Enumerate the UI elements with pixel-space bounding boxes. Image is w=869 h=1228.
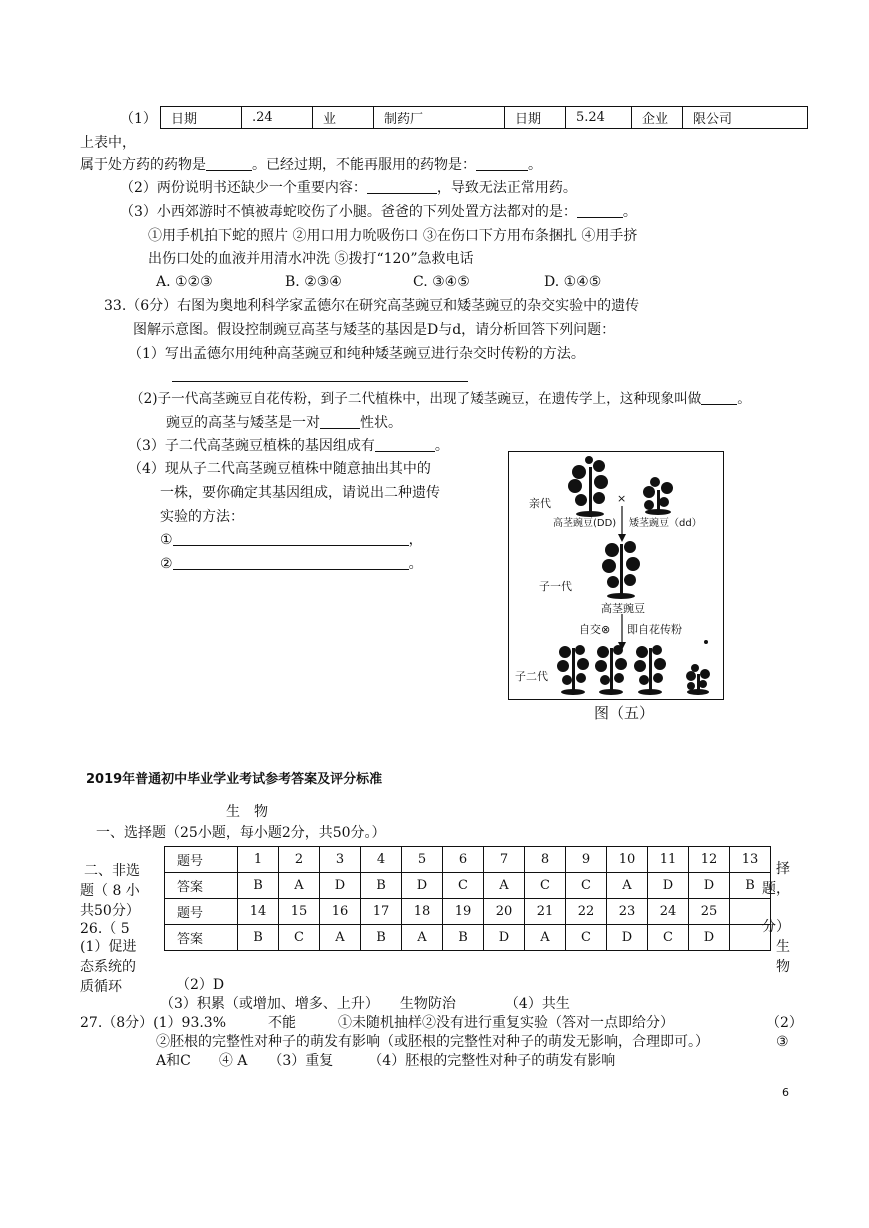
table-cell: 22 (566, 899, 607, 925)
table-cell: B (361, 925, 402, 951)
answer-26-2: （2）D (176, 977, 225, 993)
table-cell: 5.24 (566, 107, 632, 129)
q33-part3: （3）子二代高茎豌豆植株的基因组成有 。 (128, 438, 449, 454)
left-fragment-2: 题（ 8 小 (80, 883, 140, 899)
label-dwarf-parent: 矮茎豌豆（dd） (629, 518, 702, 529)
table-cell: A (607, 873, 648, 899)
table-cell: 答案 (165, 873, 238, 899)
table-cell: C (648, 925, 689, 951)
table-cell: 10 (607, 847, 648, 873)
table-cell: 6 (443, 847, 484, 873)
pea-plant-f2-3 (634, 645, 666, 695)
table-cell: D (689, 925, 730, 951)
q32-line2: 属于处方药的药物是 。已经过期，不能再服用的药物是： 。 (80, 157, 542, 173)
diagram-graphics (509, 452, 723, 699)
table-cell: 15 (279, 899, 320, 925)
q33-part4-1: （4）现从子二代高茎豌豆植株中随意抽出其中的 (128, 461, 431, 477)
table-cell: C (566, 925, 607, 951)
label-tall-parent: 高茎豌豆(DD) (553, 518, 617, 529)
table-cell: 制药厂 (374, 107, 505, 129)
table-cell: A (484, 873, 525, 899)
table-cell: 1 (238, 847, 279, 873)
answer-blank (577, 203, 623, 218)
q32-part3: （3）小西郊游时不慎被毒蛇咬伤了小腿。爸爸的下列处置方法都对的是： 。 (120, 204, 637, 220)
pea-plant-f2-dwarf (686, 640, 710, 695)
table-row (165, 847, 771, 873)
right-fragment-2: 题， (762, 881, 790, 897)
table-cell: 18 (402, 899, 443, 925)
table-cell: B (730, 873, 771, 899)
page-number: 6 (782, 1086, 789, 1099)
right-fragment-5: 物 (776, 959, 790, 975)
choice-c: C. ③④⑤ (413, 274, 470, 290)
table-cell: 4 (361, 847, 402, 873)
table-cell: 21 (525, 899, 566, 925)
table-cell: C (566, 873, 607, 899)
pea-plant-tall-parent (568, 456, 608, 517)
answer-blank (206, 156, 252, 171)
table-cell: 企业 (632, 107, 683, 129)
q33-part2-cont: 豌豆的高茎与矮茎是一对 性状。 (166, 415, 402, 431)
table-row (165, 873, 771, 899)
table-cell: A (279, 873, 320, 899)
table-cell: 8 (525, 847, 566, 873)
table-cell: .24 (242, 107, 313, 129)
choice-d: D. ①④⑤ (544, 274, 602, 290)
table-cell: 2 (279, 847, 320, 873)
table-cell: 19 (443, 899, 484, 925)
answer-27-2: ②胚根的完整性对种子的萌发有影响（或胚根的完整性对种子的萌发无影响，合理即可。） (156, 1034, 709, 1050)
table-cell: 25 (689, 899, 730, 925)
answers-title: 2019年普通初中毕业学业考试参考答案及评分标准 (86, 772, 383, 787)
table-cell: D (607, 925, 648, 951)
table-cell: 业 (313, 107, 374, 129)
table-cell: D (484, 925, 525, 951)
table-row (165, 925, 771, 951)
pea-plant-f2-1 (557, 645, 589, 695)
answer-key-table (164, 846, 771, 951)
table-cell: 题号 (165, 899, 238, 925)
table-cell: C (443, 873, 484, 899)
q32-part2: （2）两份说明书还缺少一个重要内容： ，导致无法正常用药。 (120, 180, 577, 196)
answers-subject: 生 物 (226, 804, 268, 820)
answer-27-2-right: ③ (776, 1034, 789, 1050)
table-cell: D (402, 873, 443, 899)
table-cell: 17 (361, 899, 402, 925)
table-cell: 答案 (165, 925, 238, 951)
choice-a: A. ①②③ (156, 274, 213, 290)
method-2: ② 。 (160, 556, 423, 572)
answer-blank (173, 555, 409, 570)
answer-line (172, 364, 468, 382)
pea-plant-dwarf-parent (643, 477, 673, 515)
table-cell: A (525, 925, 566, 951)
table-cell: 7 (484, 847, 525, 873)
table-cell: 13 (730, 847, 771, 873)
table-cell: 14 (238, 899, 279, 925)
label-f1-plant: 高茎豌豆 (601, 602, 645, 615)
method-1: ① ， (160, 532, 423, 548)
left-fragment-3: 共50分） (80, 903, 140, 919)
section-1-heading: 一、选择题（25小题，每小题2分，共50分。） (96, 825, 386, 841)
answer-blank (375, 437, 435, 452)
table-cell: C (525, 873, 566, 899)
table-cell: B (238, 925, 279, 951)
right-fragment-3: 分） (762, 919, 790, 935)
answer-27-1-right: （2） (766, 1015, 803, 1031)
table-cell: 20 (484, 899, 525, 925)
table-cell: 16 (320, 899, 361, 925)
table-cell: 限公司 (683, 107, 808, 129)
q33-heading-2: 图解示意图。假设控制豌豆高茎与矮茎的基因是D与d，请分析回答下列问题： (133, 322, 616, 338)
medicine-table (160, 106, 808, 129)
q33-part4-3: 实验的方法： (160, 509, 244, 525)
q32-options-line1: ①用手机拍下蛇的照片 ②用口用力吮吸伤口 ③在伤口下方用布条捆扎 ④用手挤 (148, 228, 638, 244)
label-self-pollination: 即自花传粉 (627, 623, 682, 636)
figure-caption: 图（五） (594, 704, 655, 722)
label-f2: 子二代 (515, 670, 548, 683)
table-cell: C (279, 925, 320, 951)
table-row (161, 107, 808, 129)
table-cell: B (361, 873, 402, 899)
right-fragment-4: 生 (776, 939, 790, 955)
inheritance-diagram (508, 451, 724, 700)
table-cell: B (238, 873, 279, 899)
choice-b: B. ②③④ (285, 274, 342, 290)
table-cell: 题号 (165, 847, 238, 873)
q33-part1: （1）写出孟德尔用纯种高茎豌豆和纯种矮茎豌豆进行杂交时传粉的方法。 (128, 346, 585, 362)
table-cell: D (648, 873, 689, 899)
table-cell: D (689, 873, 730, 899)
table-cell: 日期 (505, 107, 566, 129)
left-fragment-4: 26.（ 5 (80, 921, 130, 937)
table-cell: 24 (648, 899, 689, 925)
answer-27-3: A和C ④ A （3）重复 （4）胚根的完整性对种子的萌发有影响 (156, 1053, 616, 1069)
q33-part2: （2)子一代高茎豌豆自花传粉，到子二代植株中，出现了矮茎豌豆，在遗传学上，这种现象叫做 。 (130, 391, 751, 407)
table-cell: 日期 (161, 107, 242, 129)
right-fragment-1: 择 (776, 861, 790, 877)
table-cell: 5 (402, 847, 443, 873)
label-parent: 亲代 (529, 497, 551, 510)
left-fragment-6: 态系统的 (80, 959, 136, 975)
cross-symbol: × (617, 492, 627, 505)
pea-plant-f2-2 (595, 645, 627, 695)
answer-26-3: （3）积累（或增加、增多、上升） 生物防治 （4）共生 (160, 996, 570, 1012)
answer-blank (367, 179, 437, 194)
table-cell: 11 (648, 847, 689, 873)
table-row (165, 899, 771, 925)
q32-lead: （1） (120, 111, 157, 127)
answer-blank (320, 414, 360, 429)
answer-blank (701, 390, 737, 405)
table-cell: 12 (689, 847, 730, 873)
left-fragment-7: 质循环 (80, 979, 122, 995)
q32-options-line2: 出伤口处的血液并用清水冲洗 ⑤拨打“120”急救电话 (148, 251, 474, 267)
answer-blank (173, 531, 409, 546)
table-cell: 23 (607, 899, 648, 925)
answer-27-1: 27.（8分）(1）93.3% 不能 ①未随机抽样②没有进行重复实验（答对一点即给分） (80, 1015, 675, 1031)
table-cell: A (402, 925, 443, 951)
label-f1: 子一代 (539, 580, 572, 593)
arrow-head (618, 534, 626, 542)
table-cell: B (443, 925, 484, 951)
q32-line1: 上表中， (80, 135, 136, 151)
table-cell: D (320, 873, 361, 899)
pea-plant-f1 (602, 541, 640, 599)
label-self-cross: 自交⊗ (579, 623, 611, 636)
q33-heading-1: 33.（6分）右图为奥地利科学家孟德尔在研究高茎豌豆和矮茎豌豆的杂交实验中的遗传 (104, 298, 640, 314)
table-cell: 3 (320, 847, 361, 873)
left-fragment-1: 二、非选 (84, 863, 140, 879)
answer-blank (476, 156, 528, 171)
table-cell: 9 (566, 847, 607, 873)
q33-part4-2: 一株，要你确定其基因组成，请说出二种遗传 (160, 485, 440, 501)
left-fragment-5: (1）促进 (80, 939, 137, 955)
table-cell: A (320, 925, 361, 951)
